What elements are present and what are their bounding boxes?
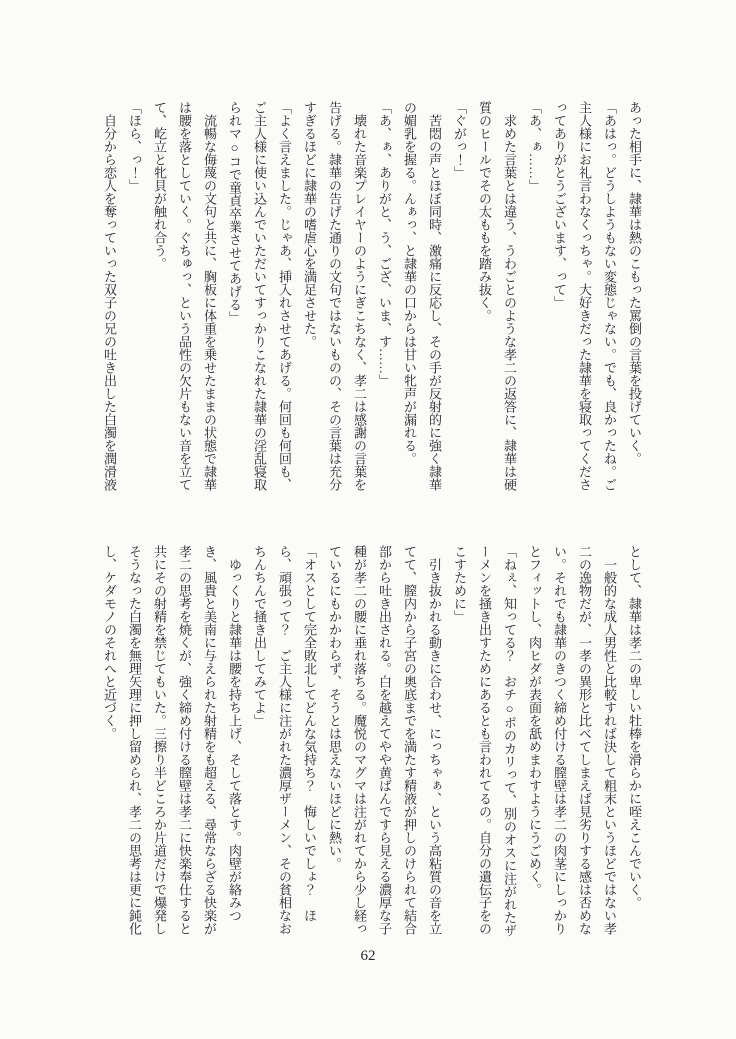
- text-block-bottom: [97, 545, 647, 937]
- text-column: き、風貴と美南に与えられた射精をも超える、尋常ならざる快楽が: [202, 545, 217, 935]
- text-column: 壊れた音楽プレイヤーのようにぎこちなく、孝二は感謝の言葉を: [352, 101, 367, 491]
- text-column: として、隷華は孝二の卑しい牡棒を滑らかに咥えこんでいく。: [627, 545, 642, 909]
- text-column: 「あ、ぁ……」: [527, 101, 542, 192]
- text-column: あった相手に、隷華は熱のこもった罵倒の言葉を投げていく。: [627, 101, 642, 465]
- text-column: ーメンを掻き出すためにあるとも言われてるの。自分の遺伝子をの: [477, 545, 492, 935]
- text-column: こすために」: [452, 545, 467, 623]
- text-column: とフィットし、肉ヒダが表面を舐めまわすようにうごめく。: [527, 545, 542, 896]
- text-column: 「よく言えました。じゃあ、挿入れさせてあげる。何回も何回も、: [277, 101, 292, 491]
- text-column: 部から吐き出される。白を越えてやや黄ばんですら見える濃厚な子: [377, 545, 392, 935]
- text-column: し、ケダモノのそれへと近づく。: [102, 545, 117, 740]
- page-number: 62: [360, 948, 376, 964]
- text-column: ゆっくりと隷華は腰を持ち上げ、そして落とす。肉壁が絡みつ: [227, 545, 242, 922]
- text-column: 苦悶の声とほぼ同時、激痛に反応し、その手が反射的に強く隷華: [427, 101, 442, 491]
- text-column: 「オスとして完全敗北してどんな気持ち？ 悔しいでしょ？ ほ: [302, 545, 317, 922]
- text-column: 二の逸物だが、一孝の異形と比べてしまえば見劣りする感は否めな: [577, 545, 592, 935]
- text-column: て、屹立と牝貝が触れ合う。: [152, 101, 167, 270]
- text-column: てて、膣内から子宮の奥底までを満たす精液が押しのけられて結合: [402, 545, 417, 935]
- text-column: 主人様にお礼言わなくっちゃ。大好きだった隷華を寝取ってくださ: [577, 101, 592, 491]
- text-column: 「ほら、っ！」: [127, 101, 142, 192]
- text-column: 流暢な侮蔑の文句と共に、胸板に体重を乗せたままの状態で隷華: [202, 101, 217, 491]
- text-column: い。それでも隷華のきつく締め付ける膣壁は孝二の肉茎にしっかり: [552, 545, 567, 935]
- text-column: 自分から恋人を奪っていった双子の兄の吐き出した白濁を潤滑液: [102, 101, 117, 491]
- text-column: 「ねぇ、知ってる？ おチ○ポのカリって、別のオスに注がれたザ: [502, 545, 517, 937]
- text-column: 告げる。隷華の告げた通りの文句ではないものの、その言葉は充分: [327, 101, 342, 491]
- text-column: ら、頑張って？ ご主人様に注がれた濃厚ザーメン、その貧相なお: [277, 545, 292, 935]
- text-column: 種が孝二の腰に垂れ落ちる。魔悦のマグマは注がれてから少し経っ: [352, 545, 367, 935]
- text-block-top: [97, 101, 647, 493]
- text-column: 「ぐがっ！」: [452, 101, 467, 179]
- text-column: ちんちんで掻き出してみてよ」: [252, 545, 267, 727]
- text-column: すぎるほどに隷華の嗜虐心を満足させた。: [302, 101, 317, 348]
- text-column: そうなった白濁を無理矢理に押し留められ、孝二の思考は更に鈍化: [127, 545, 142, 935]
- text-column: 一般的な成人男性と比較すれば決して粗末というほどではない孝: [602, 545, 617, 935]
- text-column: られマ○コで童貞卒業させてあげる」: [227, 101, 242, 324]
- text-column: 引き抜かれる動きに合わせ、にっちゃぁ、という高粘質の音を立: [427, 545, 442, 935]
- text-column: 共にその射精を禁じてもいた。三擦り半どころか片道だけで爆発し: [152, 545, 167, 935]
- text-column: 求めた言葉とは違う、うわごとのような孝二の返答に、隷華は硬: [502, 101, 517, 491]
- text-column: 孝二の思考を焼くが、強く締め付ける膣壁は孝二に快楽奉仕すると: [177, 545, 192, 935]
- text-column: の媚乳を握る。んぁっ、と隷華の口からは甘い牝声が漏れる。: [402, 101, 417, 465]
- text-column: 「あ、ぁ、ありがと、う、ござ、いま、す……」: [377, 101, 392, 387]
- text-column: ているにもかかわらず、そうとは思えないほどに熱い。: [327, 545, 342, 870]
- text-column: 「あはっ。どうしようもない変態じゃない。でも、良かったね。ご: [602, 101, 617, 491]
- text-column: 質のヒールでその太ももを踏み抜く。: [477, 101, 492, 322]
- text-column: は腰を落としていく。ぐちゅっ、という品性の欠片もない音を立て: [177, 101, 192, 491]
- text-column: ご主人様に使い込んでいただいてすっかりこなれた隷華の淫乱寝取: [252, 101, 267, 491]
- text-column: ってありがとうございます、って」: [552, 101, 567, 309]
